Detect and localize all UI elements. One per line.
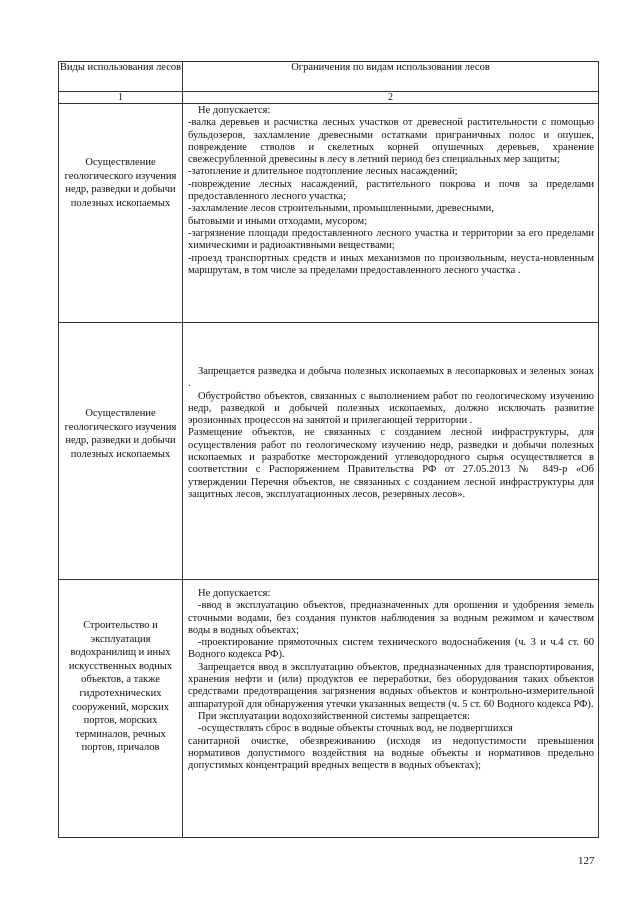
restriction-paragraph: -проезд транспортных средств и иных механизмов по произвольным, неуста-новленным маршрутам, в том числе за пределами предоставленного лесного участка . (188, 252, 594, 276)
restrictions-cell (183, 580, 599, 838)
restrictions-table (58, 61, 599, 838)
header-col2: Ограничения по видам использования лесов (183, 62, 599, 92)
restriction-paragraph: -осуществлять сброс в водные объекты сточных вод, не подвергшихся (198, 723, 513, 735)
table-row (59, 580, 599, 838)
usage-type-cell (59, 104, 183, 323)
restriction-paragraph: Не допускается: (198, 588, 271, 599)
restriction-paragraph: -проектирование прямоточных систем технического водоснабжения (ч. 3 и ч.4 ст. 60 Водного кодекса РФ). (188, 637, 594, 661)
restriction-paragraph: Обустройство объектов, связанных с выполнением работ по геологическому изучению недр, разведкой и добычей полезных ископаемых, должно исключать развитие эрозионных процессов на занятой и прилегающей территории . (188, 390, 594, 427)
table-header-row (59, 62, 599, 92)
column-number-row (59, 92, 599, 104)
restrictions-cell (183, 104, 599, 323)
restriction-paragraph: Не допускается: (198, 105, 271, 116)
restriction-paragraph: -захламление лесов строительными, промышленными, древесными, (188, 203, 494, 215)
restriction-paragraph: -валка деревьев и расчистка лесных участков от древесной растительности с помощью бульдозеров, захламление древесными остатками приграничных полос и опушек, повреждение стволов и скелетных корней опушечных деревьев, хранение свежесрубленной древесины в лесу в летний период без специальных мер защиты; (188, 117, 594, 166)
page-number: 127 (578, 855, 595, 867)
table-row (59, 104, 599, 323)
restriction-paragraph: Запрещается ввод в эксплуатацию объектов, предназначенных для транспортирования, хранения нефти и (или) продуктов ее переработки, без оборудования таких объектов средствами предотвращения загрязнения водных объектов и контрольно-измерительной аппаратурой для обнаружения утечки указанных веществ (ч. 5 ст. 60 Водного кодекса РФ). (188, 661, 594, 710)
restriction-paragraph: -загрязнение площади предоставленного лесного участка и территории за его пределами химическими и радиоактивными веществами; (188, 227, 594, 252)
restriction-paragraph: При эксплуатации водохозяйственной системы запрещается: (198, 710, 470, 722)
usage-type-label: Осуществление геологического изучения недр, разведки и добычи полезных ископаемых (64, 157, 177, 209)
restriction-paragraph: Размещение объектов, не связанных с созданием лесной инфраструктуры, для осуществления работ по геологическому изучению недр, разведки и добычи полезных ископаемых и разработке месторождений углеводородного сырья осуществляется в соответствии с Распоряжением Правительства РФ от 27.05.2013 № 849-р «Об утверждении Перечня объектов, не связанных с созданием лесной инфраструктуры для защитных лесов, эксплуатационных лесов, резервных лесов». (188, 427, 594, 500)
restriction-paragraph: -повреждение лесных насаждений, растительного покрова и почв за пределами предоставленного лесного участка; (188, 178, 594, 203)
restriction-paragraph: Запрещается разведка и добыча полезных ископаемых в лесопарковых и зеленых зонах . (188, 366, 594, 390)
column-number-2: 2 (183, 92, 599, 104)
usage-type-label: Осуществление геологического изучения недр, разведки и добычи полезных ископаемых (64, 408, 177, 460)
restrictions-cell (183, 323, 599, 580)
usage-type-cell (59, 580, 183, 838)
usage-type-label: Строительство и эксплуатация водохранилищ и иных искусственных водных объектов, а также гидротехнических сооружений, морских портов, морских терминалов, речных портов, причалов (68, 620, 173, 754)
restriction-paragraph: -ввод в эксплуатацию объектов, предназначенных для орошения и удобрения земель сточными водами, без создания пунктов наблюдения за водным режимом и качеством воды в водных объектах; (188, 600, 594, 636)
header-col1: Виды использования лесов (59, 62, 183, 92)
restriction-paragraph: санитарной очистке, обезвреживанию (исходя из недопустимости превышения нормативов допустимого воздействия на водные объекты и нормативов предельно допустимых концентраций вредных веществ в водных объектах); (188, 735, 594, 772)
usage-type-cell (59, 323, 183, 580)
table-row (59, 323, 599, 580)
column-number-1: 1 (59, 92, 183, 104)
restriction-paragraph: -затопление и длительное подтопление лесных насаждений; (188, 166, 458, 178)
restriction-paragraph: бытовыми и иными отходами, мусором; (188, 215, 368, 227)
